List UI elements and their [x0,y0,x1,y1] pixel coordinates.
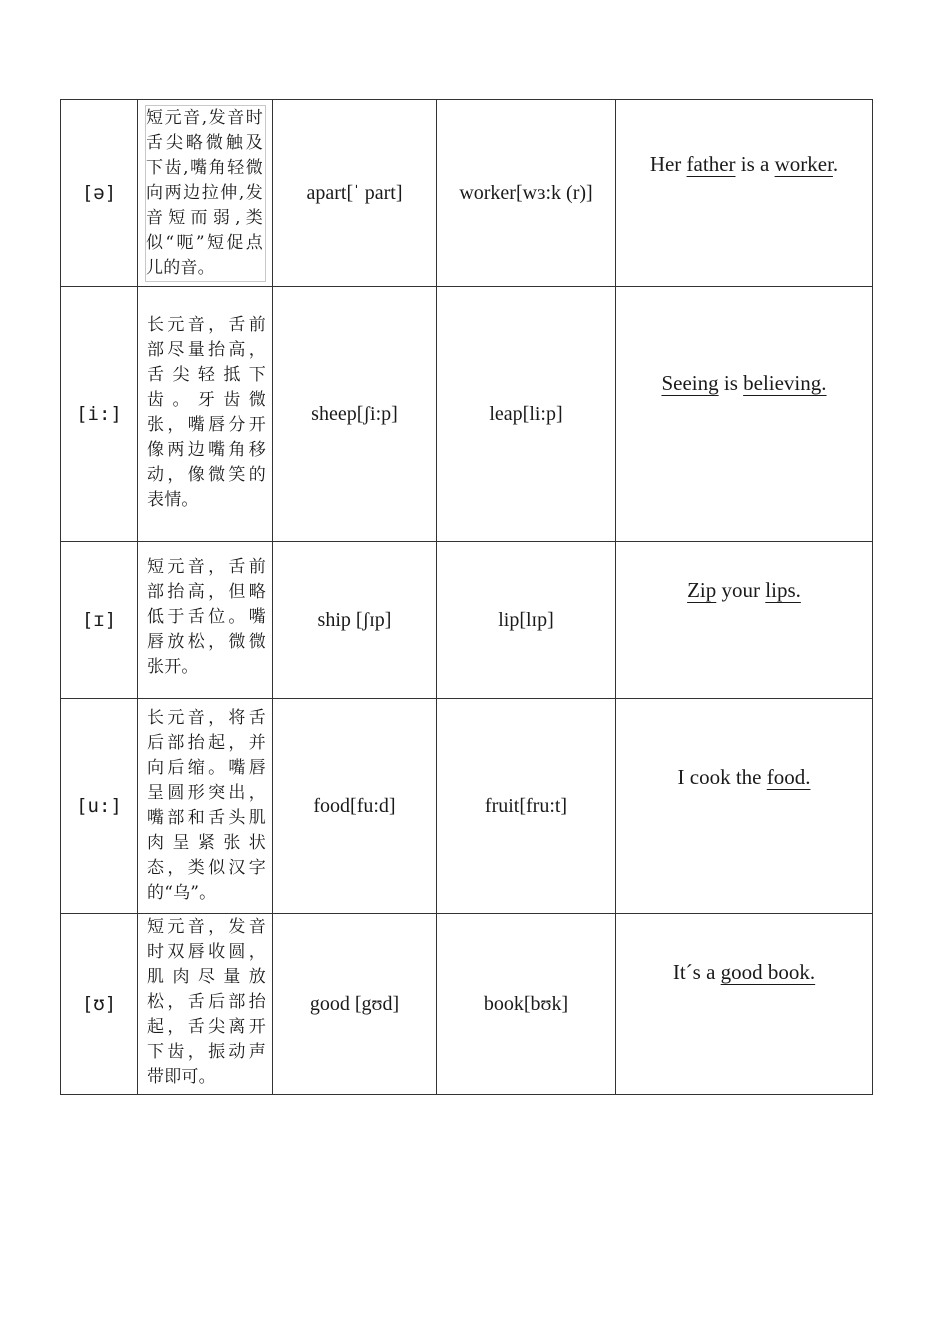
phonetic-symbol: [ʊ] [61,914,138,1095]
phonetic-symbol: [u:] [61,699,138,914]
underlined-word: lips. [765,578,801,602]
example-word-1: sheep[ʃi:p] [273,287,437,542]
pronunciation-description: 短元音,发音时舌尖略微触及下齿,嘴角轻微向两边拉伸,发音短而弱,类似“呃”短促点儿的音。 [145,105,266,282]
sentence-segment: It´s a [672,960,721,984]
underlined-word: Zip [687,578,717,602]
sentence-segment: I cook the [677,765,767,789]
example-sentence-cell [616,287,873,542]
underlined-word: good book. [720,960,816,984]
underlined-word: Seeing [661,371,719,395]
pronunciation-description-cell [138,542,273,699]
underlined-word: believing. [743,371,827,395]
example-word-1: apart[ˈ part] [273,100,437,287]
phonetic-symbol: [ɪ] [61,542,138,699]
sentence-segment: . [832,152,839,176]
sentence-segment: is [718,371,744,395]
example-sentence [678,765,811,790]
pronunciation-description: 短元音，舌前部抬高，但略低于舌位。嘴唇放松，微微张开。 [147,557,266,677]
sentence-segment: is a [735,152,775,176]
table-row [61,542,873,699]
example-word-2: fruit[fru:t] [437,699,616,914]
example-sentence [687,578,801,603]
example-sentence-cell [616,699,873,914]
example-sentence [661,371,826,396]
example-sentence [650,152,838,177]
example-word-2: leap[li:p] [437,287,616,542]
example-sentence-cell [616,542,873,699]
sentence-segment: your [716,578,766,602]
table-row [61,100,873,287]
pronunciation-description: 长元音，将舌后部抬起，并向后缩。嘴唇呈圆形突出，嘴部和舌头肌肉呈紧张状态，类似汉字的“乌”。 [147,708,266,903]
example-word-2: lip[lɪp] [437,542,616,699]
underlined-word: food. [766,765,811,789]
phonetic-symbol: [i:] [61,287,138,542]
pronunciation-description-cell [138,914,273,1095]
example-word-2: worker[wɜ:k (r)] [437,100,616,287]
phonetics-table [60,99,873,1095]
table-row [61,699,873,914]
underlined-word: father [686,152,736,176]
pronunciation-description-cell [138,699,273,914]
underlined-word: worker [774,152,833,176]
pronunciation-description: 短元音，发音时双唇收圆，肌肉尽量放松，舌后部抬起，舌尖离开下齿，振动声带即可。 [147,917,266,1087]
sentence-segment: Her [649,152,687,176]
example-sentence-cell [616,914,873,1095]
example-word-1: food[fu:d] [273,699,437,914]
table-row [61,914,873,1095]
pronunciation-description: 长元音，舌前部尽量抬高，舌尖轻抵下齿。牙齿微张，嘴唇分开像两边嘴角移动，像微笑的表情。 [147,315,266,510]
table-row [61,287,873,542]
phonetic-symbol: [ə] [61,100,138,287]
example-sentence [673,960,815,985]
pronunciation-description-cell [138,287,273,542]
pronunciation-description-cell [138,100,273,287]
example-word-1: good [gʊd] [273,914,437,1095]
example-sentence-cell [616,100,873,287]
example-word-2: book[bʊk] [437,914,616,1095]
example-word-1: ship [ʃɪp] [273,542,437,699]
